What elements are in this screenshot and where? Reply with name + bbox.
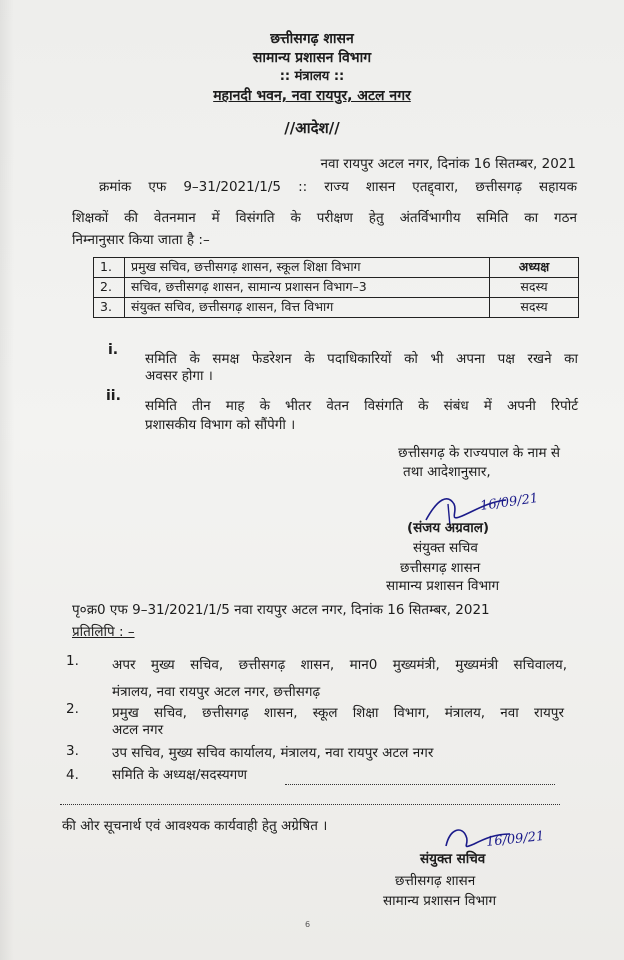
- member-role: सदस्य: [490, 298, 579, 318]
- clause-line: समिति के समक्ष फेडरेशन के पदाधिकारियों को भी अपना पक्ष रखने का: [145, 351, 578, 367]
- recipient-line: समिति के अध्यक्ष/सदस्यगण: [112, 767, 248, 783]
- closing-line: की ओर सूचनार्थ एवं आवश्यक कार्यवाही हेतु अग्रेषित ।: [62, 818, 328, 834]
- dotted-line: [285, 784, 555, 785]
- member-name: प्रमुख सचिव, छत्तीसगढ़ शासन, स्कूल शिक्षा विभाग: [125, 258, 490, 278]
- committee-table: [93, 257, 579, 318]
- recipient-line: अपर मुख्य सचिव, छत्तीसगढ़ शासन, मान0 मुख्यमंत्री, मुख्यमंत्री सचिवालय,: [112, 657, 567, 673]
- signatory-post: संयुक्त सचिव: [413, 540, 478, 556]
- signatory-govt: छत्तीसगढ़ शासन: [395, 873, 476, 889]
- signatory-govt: छत्तीसगढ़ शासन: [400, 560, 481, 576]
- member-number: 2.: [94, 278, 125, 298]
- member-role: अध्यक्ष: [490, 258, 579, 278]
- recipient-number: 1.: [66, 653, 79, 669]
- signatory-dept: सामान्य प्रशासन विभाग: [383, 893, 497, 909]
- header-ministry: :: मंत्रालय ::: [279, 69, 345, 84]
- header-address: महानदी भवन, नवा रायपुर, अटल नगर: [213, 88, 411, 104]
- recipient-number: 3.: [66, 743, 79, 759]
- order-body-line-1: क्रमांक एफ 9–31/2021/1/5 :: राज्य शासन एतद्द्वारा, छत्तीसगढ़ सहायक: [99, 179, 577, 195]
- order-place-date: नवा रायपुर अटल नगर, दिनांक 16 सितम्बर, 2021: [320, 156, 576, 172]
- table-row: [94, 278, 579, 298]
- signatory-post: संयुक्त सचिव: [420, 851, 486, 867]
- clause-number: i.: [108, 342, 119, 358]
- clause-line: समिति तीन माह के भीतर वेतन विसंगति के संबंध में अपनी रिपोर्ट: [145, 398, 578, 414]
- clause-line: प्रशासकीय विभाग को सौंपेगी ।: [145, 417, 296, 433]
- copy-label: प्रतिलिपि : –: [72, 624, 135, 640]
- recipient-number: 2.: [66, 701, 79, 717]
- order-title: //आदेश//: [284, 119, 340, 137]
- member-role: सदस्य: [490, 278, 579, 298]
- recipient-line: मंत्रालय, नवा रायपुर अटल नगर, छत्तीसगढ़: [112, 684, 321, 700]
- recipient-line: प्रमुख सचिव, छत्तीसगढ़ शासन, स्कूल शिक्षा विभाग, मंत्रालय, नवा रायपुर: [112, 705, 564, 721]
- clause-number: ii.: [106, 388, 121, 404]
- member-name: संयुक्त सचिव, छत्तीसगढ़ शासन, वित्त विभाग: [125, 298, 490, 318]
- recipient-number: 4.: [66, 767, 79, 783]
- order-body-line-2: शिक्षकों की वेतनमान में विसंगति के परीक्षण हेतु अंतर्विभागीय समिति का गठन: [72, 210, 577, 226]
- header-govt: छत्तीसगढ़ शासन: [270, 31, 354, 47]
- recipient-line: अटल नगर: [112, 722, 164, 738]
- signatory-dept: सामान्य प्रशासन विभाग: [386, 578, 500, 594]
- table-row: [94, 298, 579, 318]
- signature-date: 16/09/21: [485, 828, 546, 851]
- table-row: [94, 258, 579, 278]
- clause-line: अवसर होगा ।: [145, 368, 213, 384]
- header-dept: सामान्य प्रशासन विभाग: [252, 50, 372, 66]
- recipient-line: उप सचिव, मुख्य सचिव कार्यालय, मंत्रालय, नवा रायपुर अटल नगर: [112, 745, 434, 761]
- member-name: सचिव, छत्तीसगढ़ शासन, सामान्य प्रशासन विभाग–3: [125, 278, 490, 298]
- governor-line: छत्तीसगढ़ के राज्यपाल के नाम से: [398, 445, 560, 461]
- page-number: 6: [305, 920, 311, 929]
- page-shadow: [0, 0, 14, 960]
- signature-date: 16/09/21: [479, 491, 540, 514]
- endorsement-ref: पृ०क्र0 एफ 9–31/2021/1/5 नवा रायपुर अटल नगर, दिनांक 16 सितम्बर, 2021: [72, 602, 490, 618]
- member-number: 1.: [94, 258, 125, 278]
- member-number: 3.: [94, 298, 125, 318]
- order-body-line-3: निम्नानुसार किया जाता है :–: [72, 232, 210, 248]
- governor-line: तथा आदेशानुसार,: [403, 464, 491, 480]
- dotted-line: [60, 804, 560, 805]
- signatory-name: (संजय अग्रवाल): [407, 520, 490, 536]
